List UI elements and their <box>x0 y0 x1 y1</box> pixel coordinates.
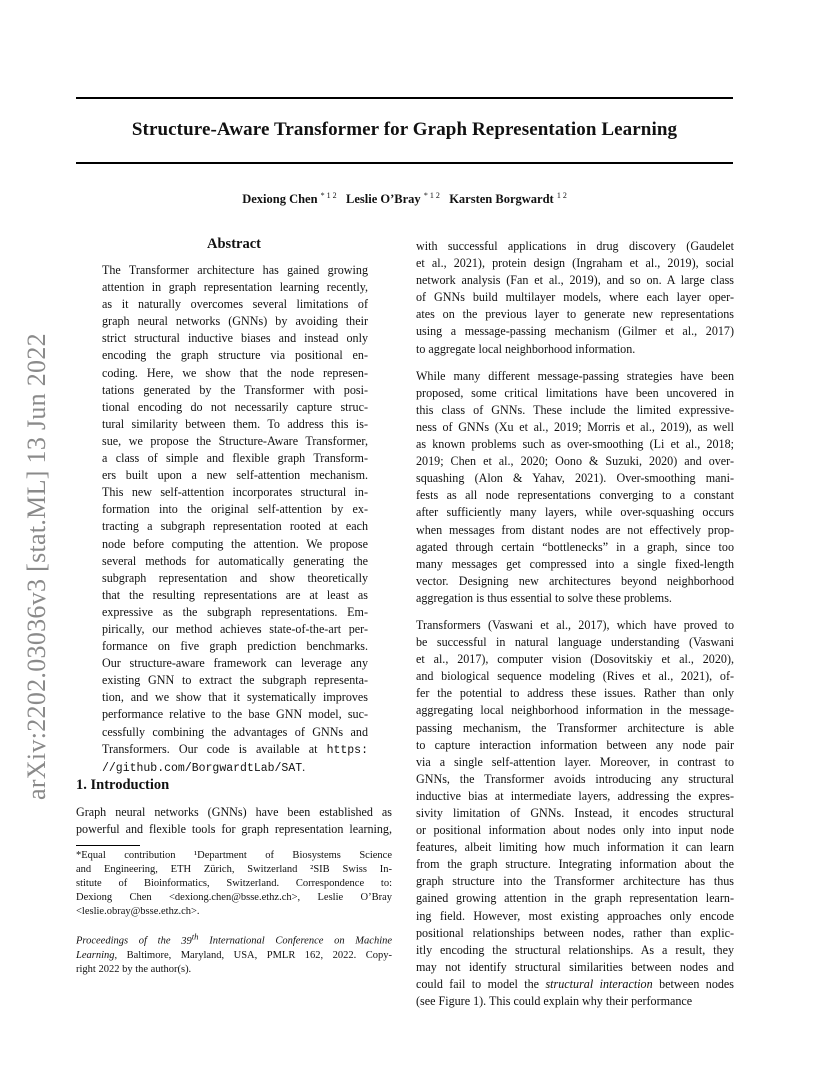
text-line: from the graph structure. Integrating information about the <box>416 857 734 872</box>
text-span: . <box>302 759 306 774</box>
text-line: this class of GNNs. These include the limited expressive- <box>416 402 734 417</box>
proceedings-note <box>76 929 392 977</box>
ordinal-suffix: th <box>191 931 199 941</box>
text-line: 2019; Chen et al., 2020; Oono & Suzuki, 2020) and over- <box>416 454 734 469</box>
text-line: as known problems such as over-smoothing (Li et al., 2018; <box>416 437 734 452</box>
text-line: strict structural inductive biases and instead only <box>102 331 368 346</box>
text-line: subgraph representation and show theoretically <box>102 570 368 585</box>
text-line: performance relative to the base GNN model, suc- <box>102 707 368 722</box>
introduction-body <box>76 804 392 838</box>
text-line <box>416 976 734 993</box>
text-line: et al., 2021), protein design (Ingraham et al., 2019), social <box>416 256 734 271</box>
text-line: node before computing the attention. We propose <box>102 536 368 551</box>
text-line: tations generated by the Transformer with posi- <box>102 382 368 397</box>
text-span: could fail to model the <box>416 976 540 991</box>
text-line: be successful in natural language understanding (Vaswani <box>416 635 734 650</box>
text-line: with successful applications in drug discovery (Gaudelet <box>416 239 734 253</box>
text-line: ers built upon a new self-attention mechanism. <box>102 468 368 483</box>
author-name: Leslie O’Bray <box>346 192 421 207</box>
text-line: gained growing attention in the graph representation learn- <box>416 891 734 906</box>
text-line: graph neural networks (GNNs) by avoiding their <box>102 314 368 329</box>
text-line: positional relationships between nodes, rather than explic- <box>416 925 734 940</box>
author-marks: * 1 2 <box>423 191 440 200</box>
text-span: between nodes <box>659 976 734 991</box>
text-line: as it naturally overcomes several limitations of <box>102 297 368 312</box>
paragraph <box>416 617 734 1010</box>
abstract-body <box>102 262 368 777</box>
text-line: Transformers (Vaswani et al., 2017), which have proved to <box>416 617 734 632</box>
conference-number: 39 <box>181 935 192 947</box>
text-line: using a message-passing mechanism (Gilmer et al., 2017) <box>416 324 734 339</box>
proceedings-text: Proceedings of the <box>76 935 171 947</box>
text-line: graph structure into the Transformer architecture has thus <box>416 874 734 889</box>
text-line: stitute of Bioinformatics, Switzerland. Correspondence to: <box>76 878 392 889</box>
text-line: via a single self-attention layer. Moreover, in contrast to <box>416 754 734 769</box>
text-line: coding. Here, we show that the node represen- <box>102 365 368 380</box>
text-line: powerful and flexible tools for graph representation learning, <box>76 822 392 837</box>
author-marks: * 1 2 <box>320 191 337 200</box>
text-line: when messages from distant nodes are not effectively prop- <box>416 522 734 537</box>
text-line: itly encoding the structural relationships. As a result, they <box>416 942 734 957</box>
text-line: and Engineering, ETH Zürich, Switzerland ²SIB Swiss In- <box>76 864 392 875</box>
right-column <box>416 238 734 1020</box>
text-line: pirically, our method achieves state-of-the-art per- <box>102 621 368 636</box>
text-line: This new self-attention incorporates structural in- <box>102 485 368 500</box>
title-bottom-rule <box>76 162 733 164</box>
text-line: fer the potential to address these issues. Rather than only <box>416 686 734 701</box>
proceedings-text: Learning <box>76 949 115 961</box>
footnote <box>76 849 392 919</box>
code-link[interactable]: https: <box>326 743 368 757</box>
text-line: vector. Designing new architectures beyond neighborhood <box>416 573 734 588</box>
text-line: many messages get compressed into a single fixed-length <box>416 556 734 571</box>
text-line: several methods for automatically generating the <box>102 553 368 568</box>
text-line: of GNNs build multilayer models, where each layer oper- <box>416 290 734 305</box>
section-heading-introduction: 1. Introduction <box>76 777 170 793</box>
arxiv-stamp: arXiv:2202.03036v3 [stat.ML] 13 Jun 2022 <box>22 333 51 800</box>
text-line: <leslie.obray@bsse.ethz.ch>. <box>76 906 200 917</box>
text-line: Our structure-aware framework can leverage any <box>102 656 368 671</box>
text-line: Graph neural networks (GNNs) have been established as <box>76 805 392 819</box>
author-marks: 1 2 <box>556 191 567 200</box>
text-line: tional encoding do not necessarily capture struc- <box>102 399 368 414</box>
proceedings-text: , Baltimore, Maryland, USA, PMLR 162, 2022. Copy- <box>114 949 392 961</box>
text-line: ates on the previous layer to generate new representations <box>416 307 734 322</box>
proceedings-text: International Conference on Machine <box>209 935 393 947</box>
text-line: aggregation is thus essential to solve these problems. <box>416 590 672 605</box>
text-line: may not identify structural similarities between nodes and <box>416 959 734 974</box>
text-line: to capture interaction information between any node pair <box>416 737 734 752</box>
text-line: Dexiong Chen <dexiong.chen@bsse.ethz.ch>, Leslie O’Bray <box>76 892 392 903</box>
proceedings-line <box>76 929 392 949</box>
text-line: encoding the graph structure via positional en- <box>102 348 368 363</box>
text-line: proposed, some critical limitations have been uncovered in <box>416 385 734 400</box>
text-line: to aggregate local neighborhood information. <box>416 341 636 356</box>
text-line: GNNs, the Transformer avoids introducing any structural <box>416 771 734 786</box>
code-link[interactable]: //github.com/BorgwardtLab/SAT <box>102 761 303 775</box>
text-line: tion, and we show that it systematically improves <box>102 690 368 705</box>
text-line: attention in graph representation learning recently, <box>102 280 368 295</box>
text-line: or positional information about nodes only into input node <box>416 823 734 838</box>
text-line: that the resulting representations are at least as <box>102 587 368 602</box>
paper-title: Structure-Aware Transformer for Graph Representation Learning <box>131 119 678 140</box>
author-list <box>76 191 733 207</box>
text-line: cessfully combining the advantages of GNNs and <box>102 724 368 739</box>
text-line: a class of simple and flexible graph Transform- <box>102 451 368 466</box>
text-line: agated through certain “bottlenecks” in a graph, since too <box>416 539 734 554</box>
text-line <box>102 759 368 777</box>
proceedings-line <box>76 949 392 963</box>
text-line: sivity limitation of GNNs. Instead, it encodes structural <box>416 806 734 820</box>
author-name: Karsten Borgwardt <box>449 192 554 207</box>
text-line: squashing (Alon & Yahav, 2021). Over-smoothing mani- <box>416 471 734 486</box>
text-line: The Transformer architecture has gained growing <box>102 263 368 277</box>
text-line: While many different message-passing strategies have been <box>416 368 734 383</box>
text-line: and biological sequence modeling (Rives et al., 2021), of- <box>416 669 734 684</box>
paragraph <box>416 368 734 607</box>
text-line: formation into the original self-attention by ex- <box>102 502 368 517</box>
text-line: sue, we propose the Structure-Aware Transformer, <box>102 433 368 448</box>
emphasis: structural interaction <box>545 976 653 991</box>
text-line: ness of GNNs (Xu et al., 2019; Morris et al., 2019), as well <box>416 419 734 434</box>
footnote-rule <box>76 845 140 846</box>
text-line: tural similarity between them. To address this is- <box>102 416 368 431</box>
text-line: inductive bias at intermediate layers, addressing the expres- <box>416 788 734 803</box>
top-rule <box>76 97 733 99</box>
text-line: *Equal contribution ¹Department of Biosystems Science <box>76 850 392 861</box>
text-line: formance on five graph prediction benchmarks. <box>102 639 368 654</box>
text-line: network analysis (Fan et al., 2019), and so on. A large class <box>416 273 734 288</box>
abstract-heading: Abstract <box>207 236 261 252</box>
text-line: existing GNN to extract the subgraph representa- <box>102 673 368 688</box>
text-line: et al., 2017), computer vision (Dosovitskiy et al., 2020), <box>416 652 734 667</box>
text-line: features, albeit limiting how much information it can learn <box>416 840 734 855</box>
text-line: after sufficiently many layers, while over-squashing occurs <box>416 505 734 520</box>
text-line: expressive as the subgraph representations. Em- <box>102 604 368 619</box>
text-line: (see Figure 1). This could explain why their performance <box>416 994 693 1009</box>
text-line <box>102 741 368 759</box>
text-line: aggregating local neighborhood information in the message- <box>416 703 734 718</box>
text-span: Transformers. Our code is available at <box>102 741 318 756</box>
text-line: ing field. However, most existing approaches only encode <box>416 908 734 923</box>
paragraph <box>416 238 734 358</box>
author-name: Dexiong Chen <box>242 192 318 207</box>
text-line: fests as all node representations converging to a constant <box>416 488 734 503</box>
text-line: tracting a subgraph representation rooted at each <box>102 519 368 534</box>
text-line: passing mechanism, the Transformer architecture is able <box>416 720 734 735</box>
proceedings-line: right 2022 by the author(s). <box>76 963 192 975</box>
